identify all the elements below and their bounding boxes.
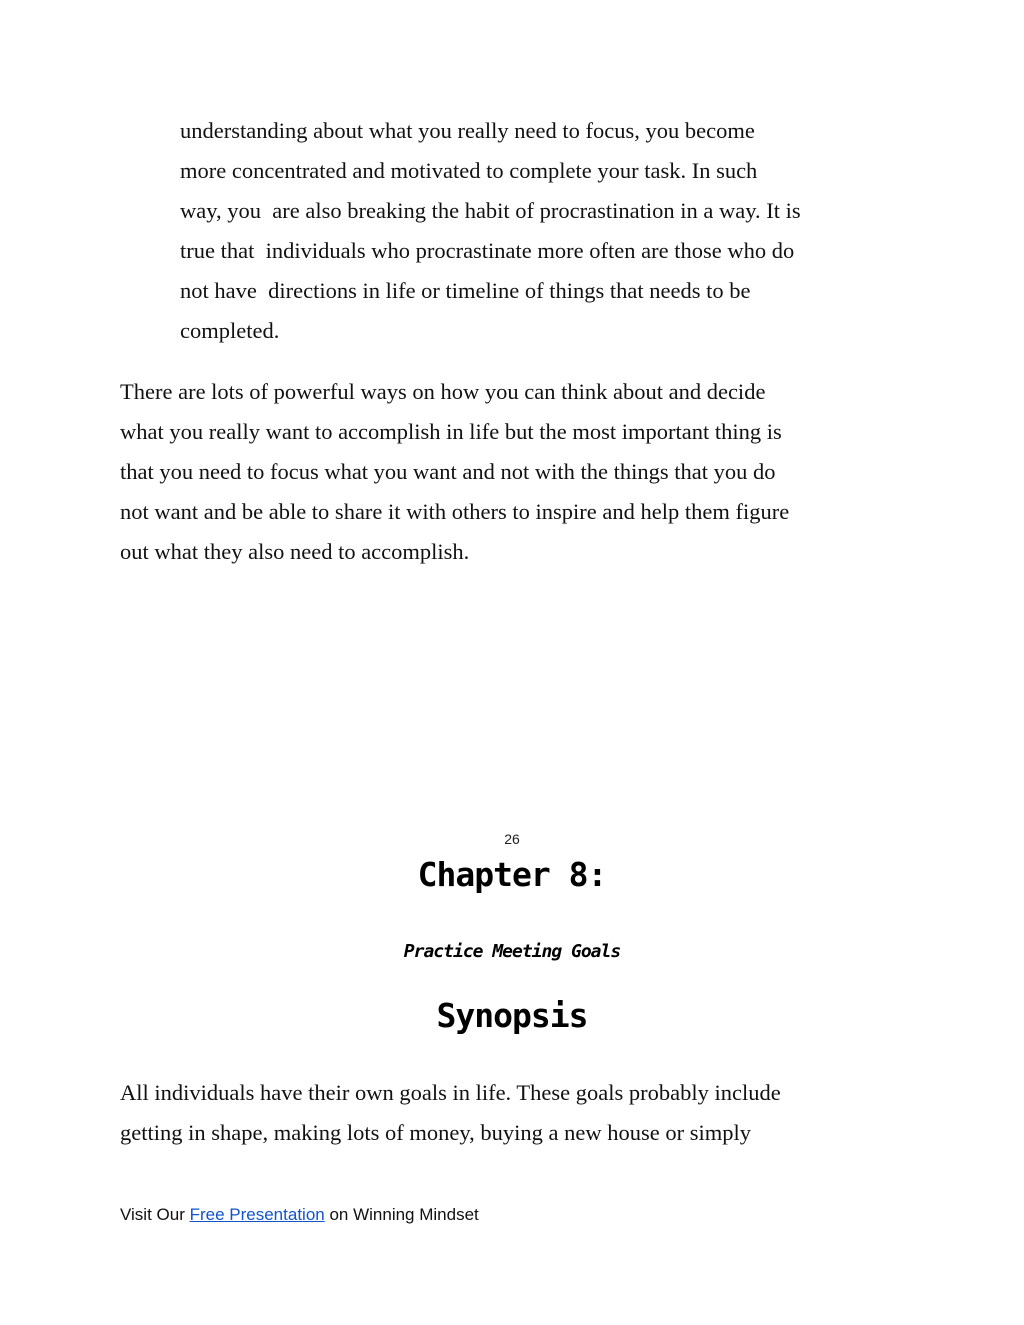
paragraph-line: understanding about what you really need to focus, you become [180, 118, 755, 143]
paragraph-line: All individuals have their own goals in life. These goals probably include [120, 1080, 781, 1105]
footer-suffix: on Winning Mindset [324, 1205, 479, 1224]
paragraph-line: not want and be able to share it with others to inspire and help them figure [120, 499, 790, 524]
chapter-title: Chapter 8: [417, 855, 607, 894]
page-number: 26 [504, 831, 520, 847]
chapter-subtitle: Practice Meeting Goals [403, 941, 621, 962]
paragraph-line: what you really want to accomplish in life but the most important thing is [120, 419, 782, 444]
paragraph-line: not have directions in life or timeline of things that needs to be [180, 278, 751, 303]
paragraph-line: way, you are also breaking the habit of procrastination in a way. It is [180, 198, 801, 223]
paragraph-line: true that individuals who procrastinate more often are those who do [180, 238, 795, 263]
paragraph-line: out what they also need to accomplish. [120, 539, 470, 564]
paragraph-line: completed. [180, 318, 280, 343]
indented-paragraph [180, 111, 910, 351]
body-paragraph [120, 372, 910, 572]
paragraph-line: that you need to focus what you want and not with the things that you do [120, 459, 776, 484]
synopsis-paragraph [120, 1073, 910, 1153]
paragraph-line: more concentrated and motivated to complete your task. In such [180, 158, 758, 183]
free-presentation-link[interactable]: Free Presentation [189, 1205, 325, 1224]
footer-prefix: Visit Our [120, 1205, 190, 1224]
paragraph-line: getting in shape, making lots of money, buying a new house or simply [120, 1120, 751, 1145]
section-heading: Synopsis [436, 996, 588, 1035]
paragraph-line: There are lots of powerful ways on how you can think about and decide [120, 379, 766, 404]
footer [120, 1205, 479, 1225]
